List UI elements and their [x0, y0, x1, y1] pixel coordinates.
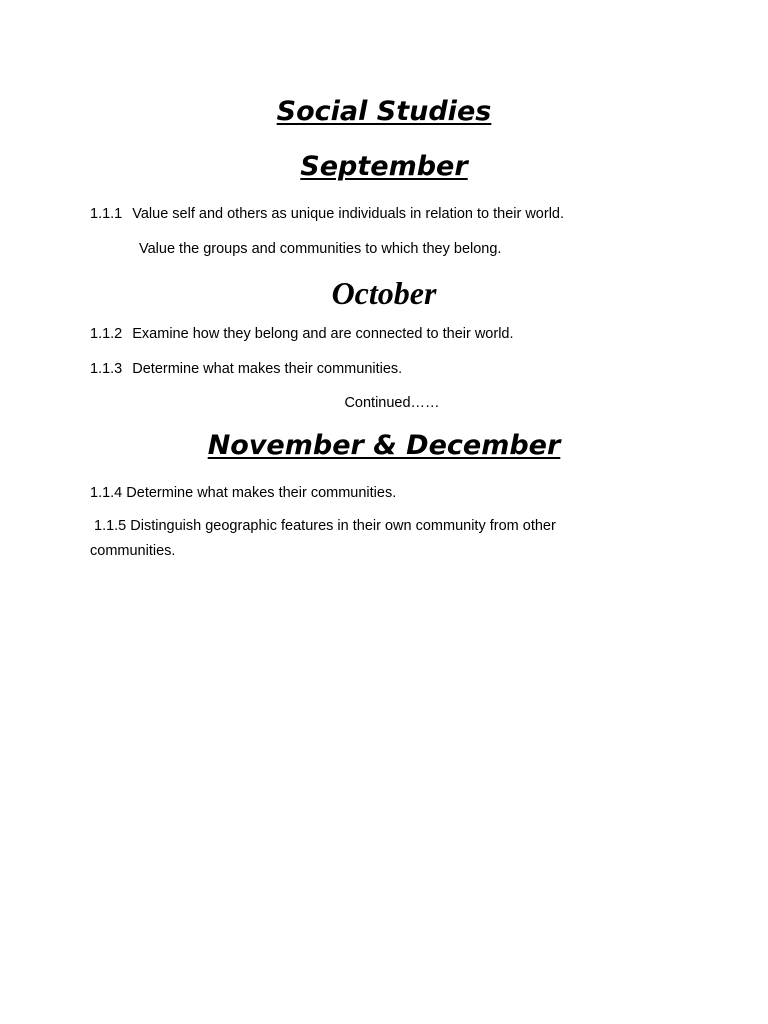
standard-item — [90, 327, 514, 342]
standard-code: 1.1.4 — [90, 485, 123, 501]
standard-item — [90, 207, 564, 222]
standard-code: 1.1.5 — [94, 518, 127, 534]
standard-code: 1.1.2 — [90, 326, 123, 342]
standard-text: Value self and others as unique individuals in relation to their world. — [132, 206, 565, 222]
standard-text: Value the groups and communities to which they belong. — [139, 241, 502, 257]
standard-code: 1.1.1 — [90, 206, 123, 222]
section-heading-september: September — [300, 151, 468, 182]
standard-text: Determine what makes their communities. — [132, 361, 403, 377]
standard-item — [90, 362, 402, 377]
standard-text: Distinguish geographic features in their own community from other — [130, 518, 556, 534]
section-heading-october: October — [331, 275, 437, 311]
standard-item-continuation — [139, 242, 501, 257]
standard-item — [94, 519, 556, 534]
standard-text: Examine how they belong and are connected to their world. — [132, 326, 514, 342]
standard-text: communities. — [90, 543, 176, 559]
standard-item — [90, 486, 396, 501]
standard-code: 1.1.3 — [90, 361, 123, 377]
standard-item-continuation — [90, 544, 175, 559]
section-heading-november-december: November & December — [207, 430, 561, 461]
document-title: Social Studies — [276, 96, 492, 127]
continued-note: Continued…… — [344, 395, 440, 411]
standard-text: Determine what makes their communities. — [126, 485, 397, 501]
